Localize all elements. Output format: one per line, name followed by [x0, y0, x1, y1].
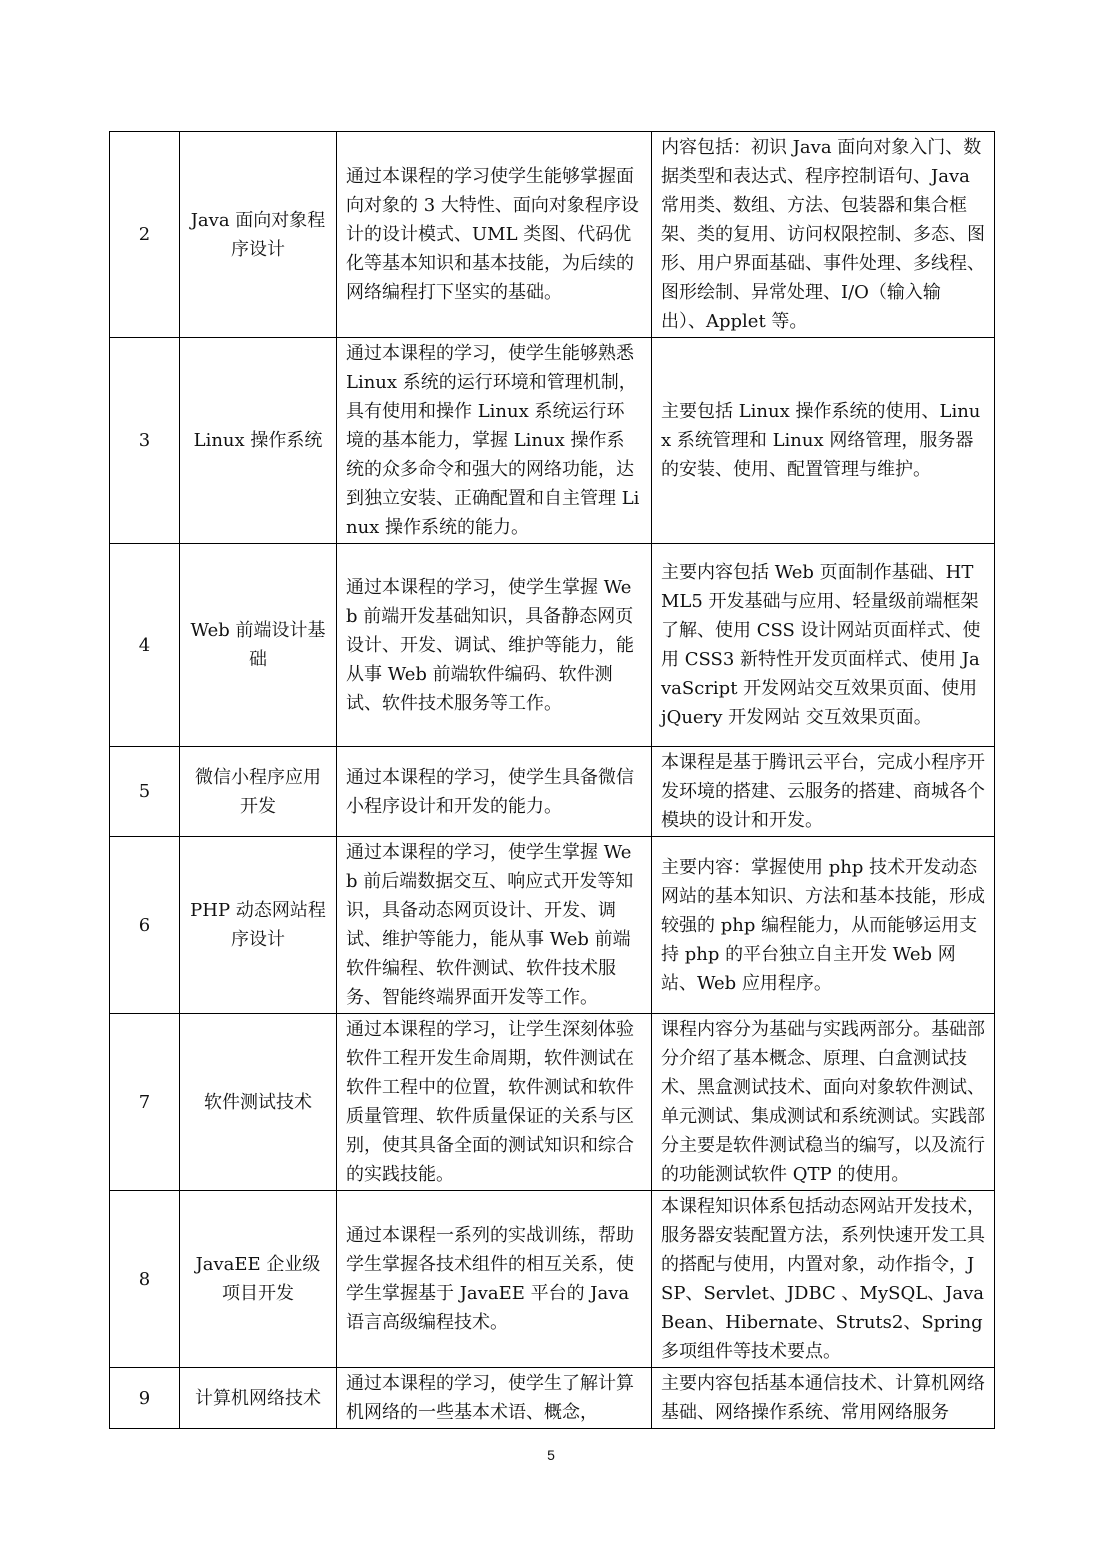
table-row	[110, 837, 995, 1014]
course-name: 微信小程序应用开发	[180, 747, 337, 837]
course-number: 5	[110, 747, 180, 837]
table-row	[110, 544, 995, 747]
course-goal: 通过本课程的学习，使学生掌握 Web 前端开发基础知识，具备静态网页设计、开发、调试、维护等能力，能从事 Web 前端软件编码、软件测试、软件技术服务等工作。	[337, 544, 652, 747]
course-content: 课程内容分为基础与实践两部分。基础部分介绍了基本概念、原理、白盒测试技术、黑盒测试技术、面向对象软件测试、单元测试、集成测试和系统测试。实践部分主要是软件测试稳当的编写，以及流行的功能测试软件 QTP 的使用。	[652, 1014, 995, 1191]
course-name: Java 面向对象程序设计	[180, 132, 337, 338]
course-name: 计算机网络技术	[180, 1368, 337, 1429]
course-goal: 通过本课程一系列的实战训练，帮助学生掌握各技术组件的相互关系，使学生掌握基于 JavaEE 平台的 Java 语言高级编程技术。	[337, 1191, 652, 1368]
course-content: 主要内容包括基本通信技术、计算机网络基础、网络操作系统、常用网络服务	[652, 1368, 995, 1429]
course-goal: 通过本课程的学习，使学生能够熟悉 Linux 系统的运行环境和管理机制，具有使用和操作 Linux 系统运行环境的基本能力，掌握 Linux 操作系统的众多命令和强大的网络功能，达到独立安装、正确配置和自主管理 Linux 操作系统的能力。	[337, 338, 652, 544]
course-goal: 通过本课程的学习使学生能够掌握面向对象的 3 大特性、面向对象程序设计的设计模式、UML 类图、代码优化等基本知识和基本技能，为后续的网络编程打下坚实的基础。	[337, 132, 652, 338]
course-number: 6	[110, 837, 180, 1014]
table-row	[110, 1191, 995, 1368]
course-number: 2	[110, 132, 180, 338]
page-number: 5	[547, 1447, 555, 1463]
course-goal: 通过本课程的学习，让学生深刻体验软件工程开发生命周期，软件测试在软件工程中的位置，软件测试和软件质量管理、软件质量保证的关系与区别，使其具备全面的测试知识和综合的实践技能。	[337, 1014, 652, 1191]
course-goal: 通过本课程的学习，使学生了解计算机网络的一些基本术语、概念，	[337, 1368, 652, 1429]
course-goal: 通过本课程的学习，使学生掌握 Web 前后端数据交互、响应式开发等知识，具备动态网页设计、开发、调试、维护等能力，能从事 Web 前端软件编程、软件测试、软件技术服务、智能终端界面开发等工作。	[337, 837, 652, 1014]
course-number: 4	[110, 544, 180, 747]
course-number: 7	[110, 1014, 180, 1191]
course-name: 软件测试技术	[180, 1014, 337, 1191]
course-content: 内容包括：初识 Java 面向对象入门、数据类型和表达式、程序控制语句、Java 常用类、数组、方法、包装器和集合框架、类的复用、访问权限控制、多态、图形、用户界面基础、事件处理、多线程、图形绘制、异常处理、I/O（输入输出）、Applet 等。	[652, 132, 995, 338]
course-number: 3	[110, 338, 180, 544]
table-row	[110, 747, 995, 837]
course-name: JavaEE 企业级项目开发	[180, 1191, 337, 1368]
course-number: 9	[110, 1368, 180, 1429]
table-row	[110, 338, 995, 544]
course-number: 8	[110, 1191, 180, 1368]
course-content: 主要内容：掌握使用 php 技术开发动态网站的基本知识、方法和基本技能，形成较强的 php 编程能力，从而能够运用支持 php 的平台独立自主开发 Web 网站、Web 应用程序。	[652, 837, 995, 1014]
course-content: 本课程是基于腾讯云平台，完成小程序开发环境的搭建、云服务的搭建、商城各个模块的设计和开发。	[652, 747, 995, 837]
course-goal: 通过本课程的学习，使学生具备微信小程序设计和开发的能力。	[337, 747, 652, 837]
course-table	[109, 131, 995, 1429]
table-row	[110, 1014, 995, 1191]
course-content: 主要内容包括 Web 页面制作基础、HTML5 开发基础与应用、轻量级前端框架了解、使用 CSS 设计网站页面样式、使用 CSS3 新特性开发页面样式、使用 JavaScript 开发网站交互效果页面、使用 jQuery 开发网站 交互效果页面。	[652, 544, 995, 747]
course-content: 主要包括 Linux 操作系统的使用、Linux 系统管理和 Linux 网络管理，服务器的安装、使用、配置管理与维护。	[652, 338, 995, 544]
table-row	[110, 132, 995, 338]
course-name: Linux 操作系统	[180, 338, 337, 544]
course-name: Web 前端设计基础	[180, 544, 337, 747]
table-row	[110, 1368, 995, 1429]
course-content: 本课程知识体系包括动态网站开发技术，服务器安装配置方法，系列快速开发工具的搭配与使用，内置对象，动作指令，JSP、Servlet、JDBC 、MySQL、Java Bean、Hibernate、Struts2、Spring 多项组件等技术要点。	[652, 1191, 995, 1368]
course-name: PHP 动态网站程序设计	[180, 837, 337, 1014]
